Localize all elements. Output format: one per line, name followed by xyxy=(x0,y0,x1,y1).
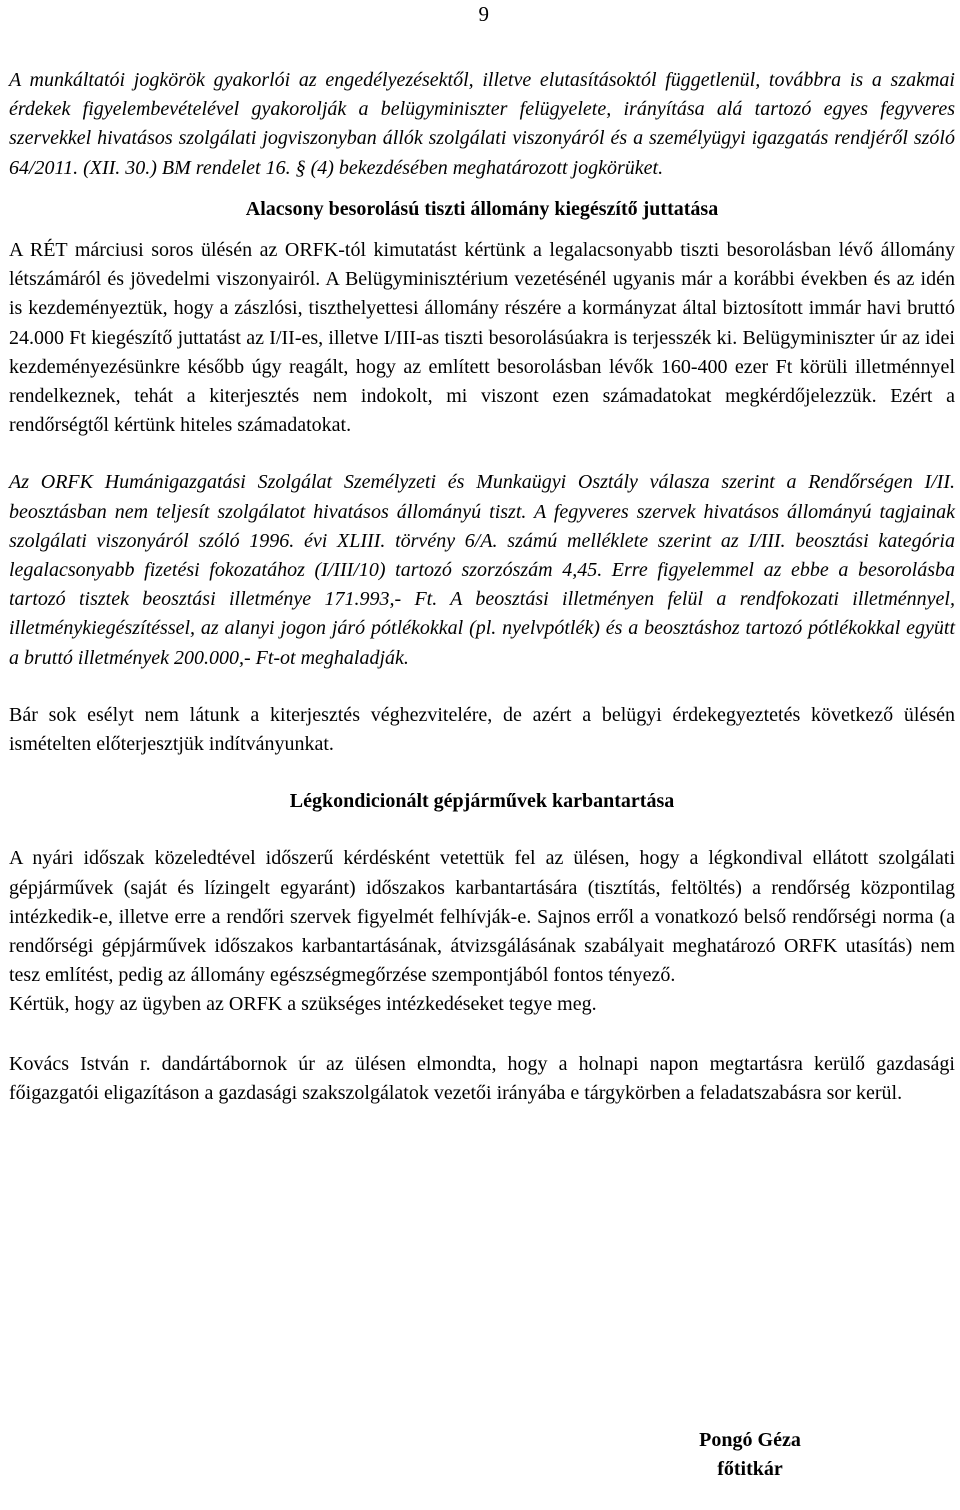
signatory-title: főtitkár xyxy=(717,1458,783,1480)
section-heading-air-conditioned-vehicles: Légkondicionált gépjárművek karbantartása xyxy=(289,790,675,813)
paragraph-proposal-repeat: Bár sok esélyt nem látunk a kiterjesztés véghezvitelére, de azért a belügyi érdekegyeztetés következő ülésén ismételten előterjesztjük indítványunkat. xyxy=(9,703,955,756)
page-number: 9 xyxy=(478,2,489,26)
document-body xyxy=(9,66,955,1108)
paragraph-request-measures: Kértük, hogy az ügyben az ORFK a szükséges intézkedéseket tegye meg. xyxy=(9,993,597,1016)
paragraph-employer-rights: A munkáltatói jogkörök gyakorlói az engedélyezésektől, illetve elutasításoktól függetlenül, továbbra is a szakmai érdekek figyelembevételével gyakorolják a belügyminiszter felügyelete, irányítása alá tartozó egyes fegyveres szervekkel hivatásos szolgálati jogviszonyban állók szolgálati viszonyáról és a személyügyi igazgatás rendjéről szóló 64/2011. (XII. 30.) BM rendelet 16. § (4) bekezdésében meghatározott jogkörüket. xyxy=(9,69,955,179)
paragraph-orfk-response: Az ORFK Humánigazgatási Szolgálat Személyzeti és Munkaügyi Osztály válasza szerint a Rendőrségen I/II. beosztásban nem teljesít szolgálatot hivatásos állományú tiszt. A fegyveres szervek hivatásos állományú tagjainak szolgálati viszonyáról szóló 1996. évi XLIII. törvény 6/A. számú melléklete szerint az I/III. beosztási kategória legalacsonyabb fizetési fokozatához (I/III/10) tartozó szorzószám 4,45. Erre figyelemmel az ebbe a besorolásba tartozó tisztek beosztási illetménye 171.993,- Ft. A beosztási illetményen felül a rendfokozati illetménnyel, illetménykiegészítéssel, az alanyi jogon járó pótlékokkal (pl. nyelvpótlék) és a beosztáshoz tartozó pótlékokkal együtt a bruttó illetmények 200.000,- Ft-ot meghaladják. xyxy=(9,471,955,669)
paragraph-vehicle-maintenance: A nyári időszak közeledtével időszerű kérdésként vetettük fel az ülésen, hogy a légkondival ellátott szolgálati gépjárművek (saját és lízingelt egyaránt) időszakos karbantartására (tisztítás, feltöltés) a rendőrség központilag intézkedik-e, illetve erre a rendőri szervek figyelmét felhívják-e. Sajnos erről a vonatkozó belső rendőrségi norma (a rendőrségi gépjárművek időszakos karbantartásának, átvizsgálásának szabályait meghatározó ORFK utasítás) nem tesz említést, pedig az állomány egészségmegőrzése szempontjából fontos tényező. xyxy=(9,847,955,987)
signatory-name: Pongó Géza xyxy=(699,1429,801,1451)
signature-block xyxy=(660,1426,840,1484)
section-heading-officer-allowance: Alacsony besorolású tiszti állomány kiegészítő juttatása xyxy=(245,197,719,220)
paragraph-ret-meeting: A RÉT márciusi soros ülésén az ORFK-tól kimutatást kértünk a legalacsonyabb tiszti besorolásban lévő állomány létszámáról és jövedelmi viszonyairól. A Belügyminisztérium vezetésénél ugyanis már a korábbi években és az idén is kezdeményeztük, hogy a zászlósi, tiszthelyettesi állomány részére a kormányzat által biztosított immár havi bruttó 24.000 Ft kiegészítő juttatást az I/II-es, illetve I/III-as tiszti besorolásúakra is terjesszék ki. Belügyminiszter úr az idei kezdeményezésünkre később úgy reagált, hogy az említett besorolásban lévők 160-400 ezer Ft körüli illetménnyel rendelkeznek, tehát a kiterjesztés nem indokolt, mi viszont ezen számadatokat megkérdőjelezzük. Ezért a rendőrségtől kértünk hiteles számadatokat. xyxy=(9,239,955,437)
paragraph-briefing-note: Kovács István r. dandártábornok úr az ülésen elmondta, hogy a holnapi napon megtartásra kerülő gazdasági főigazgatói eligazításon a gazdasági szakszolgálatok vezetői irányába e tárgykörben a feladatszabásra sor kerül. xyxy=(9,1052,955,1104)
